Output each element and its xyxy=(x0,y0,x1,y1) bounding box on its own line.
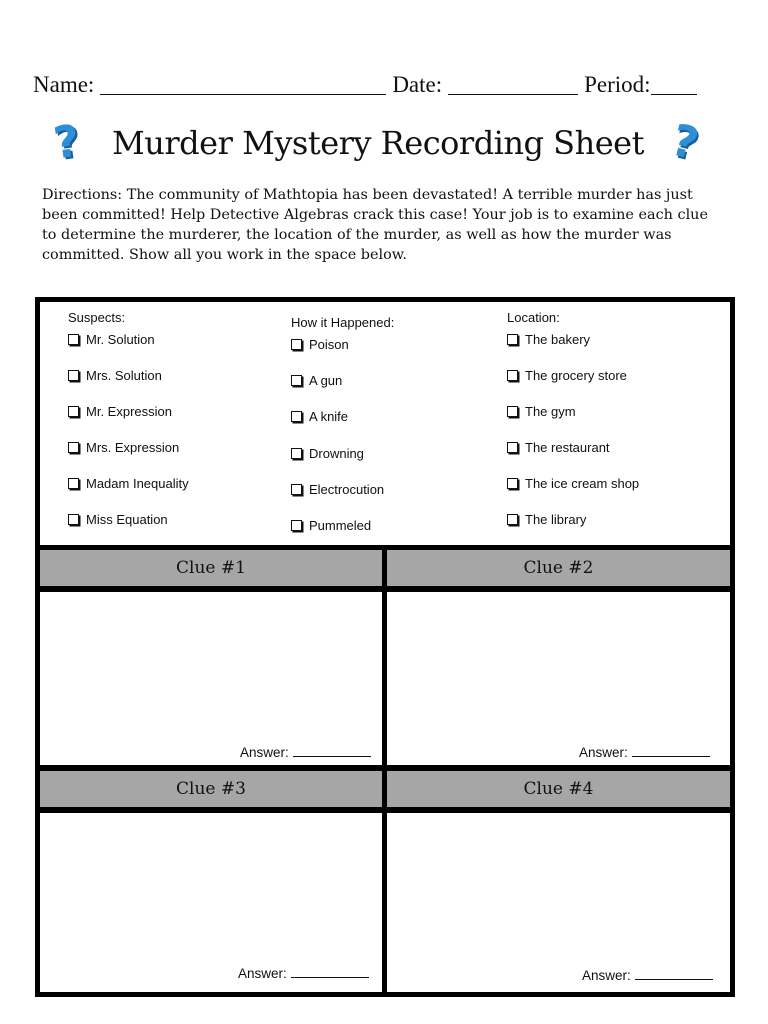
directions-text: Directions: The community of Mathtopia has been devastated! A terrible murder has just been committed! Help Detective Algebras crack this case! Your job is to examine each clue to determine the murderer, the location of the murder, as well as how the murder was committed. Show all you work in the space below. xyxy=(42,187,708,263)
clue-2-answer xyxy=(579,744,710,760)
answer-label: Answer: xyxy=(579,745,628,760)
clue-3-header: Clue #3 xyxy=(40,771,382,807)
question-mark-icon: ? xyxy=(666,114,704,171)
clue-2-header: Clue #2 xyxy=(387,550,730,586)
answer-field[interactable] xyxy=(293,744,371,757)
suspect-option[interactable]: Mr. Expression xyxy=(68,402,172,420)
checkbox-icon[interactable] xyxy=(68,370,79,381)
location-option[interactable]: The library xyxy=(507,510,586,528)
methods-heading: How it Happened: xyxy=(291,315,395,330)
checkbox-icon[interactable] xyxy=(291,339,302,350)
student-info-line xyxy=(33,62,733,98)
suspect-option[interactable]: Mrs. Solution xyxy=(68,366,162,384)
recording-box xyxy=(35,297,735,997)
checkbox-icon[interactable] xyxy=(68,442,79,453)
checkbox-icon[interactable] xyxy=(507,478,518,489)
checkbox-icon[interactable] xyxy=(68,406,79,417)
suspect-option[interactable]: Miss Equation xyxy=(68,510,168,528)
method-option[interactable]: Pummeled xyxy=(291,516,371,534)
name-field[interactable] xyxy=(100,68,386,95)
checkbox-icon[interactable] xyxy=(507,442,518,453)
checkbox-icon[interactable] xyxy=(507,334,518,345)
checkbox-icon[interactable] xyxy=(291,411,302,422)
location-option[interactable]: The gym xyxy=(507,402,576,420)
checkbox-icon[interactable] xyxy=(68,334,79,345)
suspects-heading: Suspects: xyxy=(68,310,126,325)
name-label: Name: xyxy=(33,72,95,97)
checkbox-icon[interactable] xyxy=(291,520,302,531)
checkbox-icon[interactable] xyxy=(68,478,79,489)
suspect-option[interactable]: Madam Inequality xyxy=(68,474,189,492)
method-option[interactable]: Electrocution xyxy=(291,480,384,498)
answer-label: Answer: xyxy=(238,966,287,981)
method-option[interactable]: Poison xyxy=(291,335,349,353)
clue-2-work-area[interactable] xyxy=(387,592,730,765)
page-title: Murder Mystery Recording Sheet xyxy=(112,124,644,162)
clue-3-work-area[interactable] xyxy=(40,813,382,992)
suspect-option[interactable]: Mr. Solution xyxy=(68,330,155,348)
title-row xyxy=(0,114,768,171)
question-mark-icon: ? xyxy=(50,115,83,170)
suspect-option[interactable]: Mrs. Expression xyxy=(68,438,179,456)
checkbox-icon[interactable] xyxy=(507,370,518,381)
clue-4-header: Clue #4 xyxy=(387,771,730,807)
location-option[interactable]: The restaurant xyxy=(507,438,610,456)
checkbox-icon[interactable] xyxy=(291,375,302,386)
method-option[interactable]: Drowning xyxy=(291,444,364,462)
location-option[interactable]: The bakery xyxy=(507,330,590,348)
clue-1-work-area[interactable] xyxy=(40,592,382,765)
period-field[interactable] xyxy=(651,68,697,95)
clue-4-answer xyxy=(582,967,713,983)
checkbox-icon[interactable] xyxy=(291,484,302,495)
locations-heading: Location: xyxy=(507,310,560,325)
answer-field[interactable] xyxy=(632,744,710,757)
location-option[interactable]: The ice cream shop xyxy=(507,474,639,492)
answer-field[interactable] xyxy=(291,965,369,978)
date-field[interactable] xyxy=(448,68,578,95)
clue-3-answer xyxy=(238,965,369,981)
answer-label: Answer: xyxy=(240,745,289,760)
clue-1-header: Clue #1 xyxy=(40,550,382,586)
date-label: Date: xyxy=(392,72,443,97)
checkbox-icon[interactable] xyxy=(507,514,518,525)
method-option[interactable]: A gun xyxy=(291,371,342,389)
answer-label: Answer: xyxy=(582,968,631,983)
period-label: Period: xyxy=(584,72,651,97)
answer-field[interactable] xyxy=(635,967,713,980)
checkbox-icon[interactable] xyxy=(291,448,302,459)
location-option[interactable]: The grocery store xyxy=(507,366,627,384)
clue-1-answer xyxy=(240,744,371,760)
method-option[interactable]: A knife xyxy=(291,407,348,425)
clue-4-work-area[interactable] xyxy=(387,813,730,992)
options-panel xyxy=(40,302,730,550)
checkbox-icon[interactable] xyxy=(507,406,518,417)
checkbox-icon[interactable] xyxy=(68,514,79,525)
